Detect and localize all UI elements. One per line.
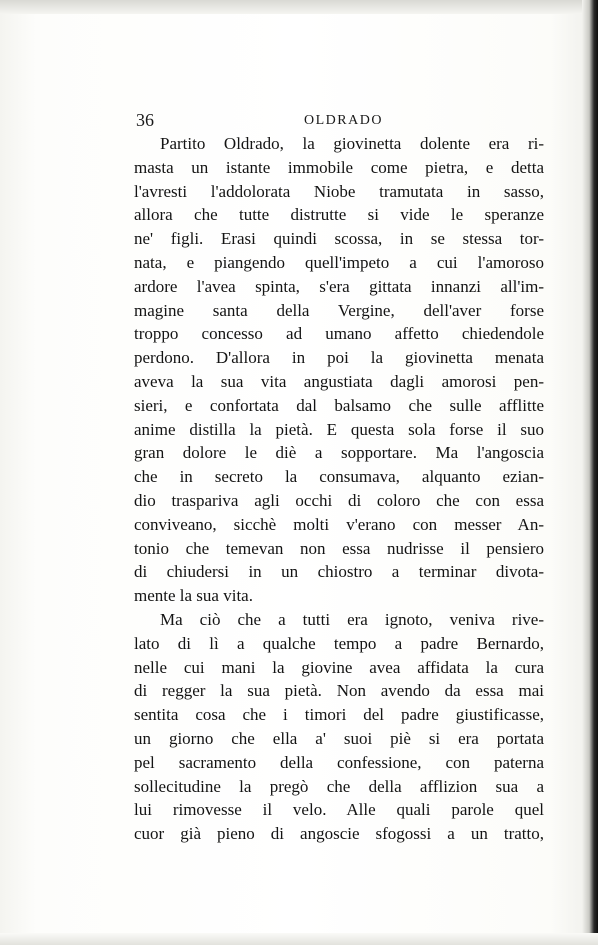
text-line: lato di lì a qualche tempo a padre Bernardo,: [134, 633, 544, 653]
text-line: mente la sua vita.: [134, 586, 253, 606]
text-line: anime distilla la pietà. E questa sola forse il suo: [134, 419, 544, 439]
page-header: [136, 110, 546, 132]
text-line: allora che tutte distrutte si vide le speranze: [134, 205, 544, 225]
text-line: un giorno che ella a' suoi piè si era portata: [134, 728, 544, 748]
text-line: l'avresti l'addolorata Niobe tramutata in sasso,: [134, 181, 544, 201]
text-line: dio traspariva agli occhi di coloro che con essa: [134, 490, 544, 510]
text-line: ardore l'avea spinta, s'era gittata innanzi all'im-: [134, 276, 544, 296]
text-line: gran dolore le diè a sopportare. Ma l'angoscia: [134, 443, 544, 463]
paragraph-2: [134, 608, 544, 846]
body-text: [134, 132, 544, 846]
text-line: che in secreto la consumava, alquanto ezian-: [134, 467, 544, 487]
text-line: lui rimovesse il velo. Alle quali parole quel: [134, 800, 544, 820]
text-line: pel sacramento della confessione, con paterna: [134, 752, 544, 772]
paragraph-1: [134, 132, 544, 608]
text-line: perdono. D'allora in poi la giovinetta menata: [134, 348, 544, 368]
text-line: nelle cui mani la giovine avea affidata la cura: [134, 657, 544, 677]
text-line: masta un istante immobile come pietra, e detta: [134, 157, 544, 177]
text-line: sentita cosa che i timori del padre giustificasse,: [134, 705, 544, 725]
page-bottom-edge: [0, 933, 598, 945]
page-number: 36: [136, 110, 154, 130]
text-line: conviveano, sicchè molti v'erano con messer An-: [134, 514, 544, 534]
text-line: Partito Oldrado, la giovinetta dolente era ri-: [160, 134, 544, 153]
running-head: OLDRADO: [304, 113, 383, 128]
text-line: cuor già pieno di angoscie sfogossi a un tratto,: [134, 824, 544, 844]
page-right-edge-shadow: [582, 0, 598, 945]
text-line: aveva la sua vita angustiata dagli amorosi pen-: [134, 371, 544, 391]
text-line: magine santa della Vergine, dell'aver forse: [134, 300, 544, 320]
text-line: nata, e piangendo quell'impeto a cui l'amoroso: [134, 252, 544, 272]
text-line: Ma ciò che a tutti era ignoto, veniva rive-: [160, 609, 544, 629]
page-top-edge: [0, 0, 598, 14]
text-line: di chiudersi in un chiostro a terminar divota-: [134, 562, 544, 582]
text-line: sieri, e confortata dal balsamo che sulle afflitte: [134, 395, 544, 415]
text-line: di regger la sua pietà. Non avendo da essa mai: [134, 681, 544, 701]
text-line: sollecitudine la pregò che della afflizion sua a: [134, 776, 544, 796]
text-line: troppo concesso ad umano affetto chiedendole: [134, 324, 544, 344]
text-line: ne' figli. Erasi quindi scossa, in se stessa tor-: [134, 229, 544, 249]
text-line: tonio che temevan non essa nudrisse il pensiero: [134, 538, 544, 558]
